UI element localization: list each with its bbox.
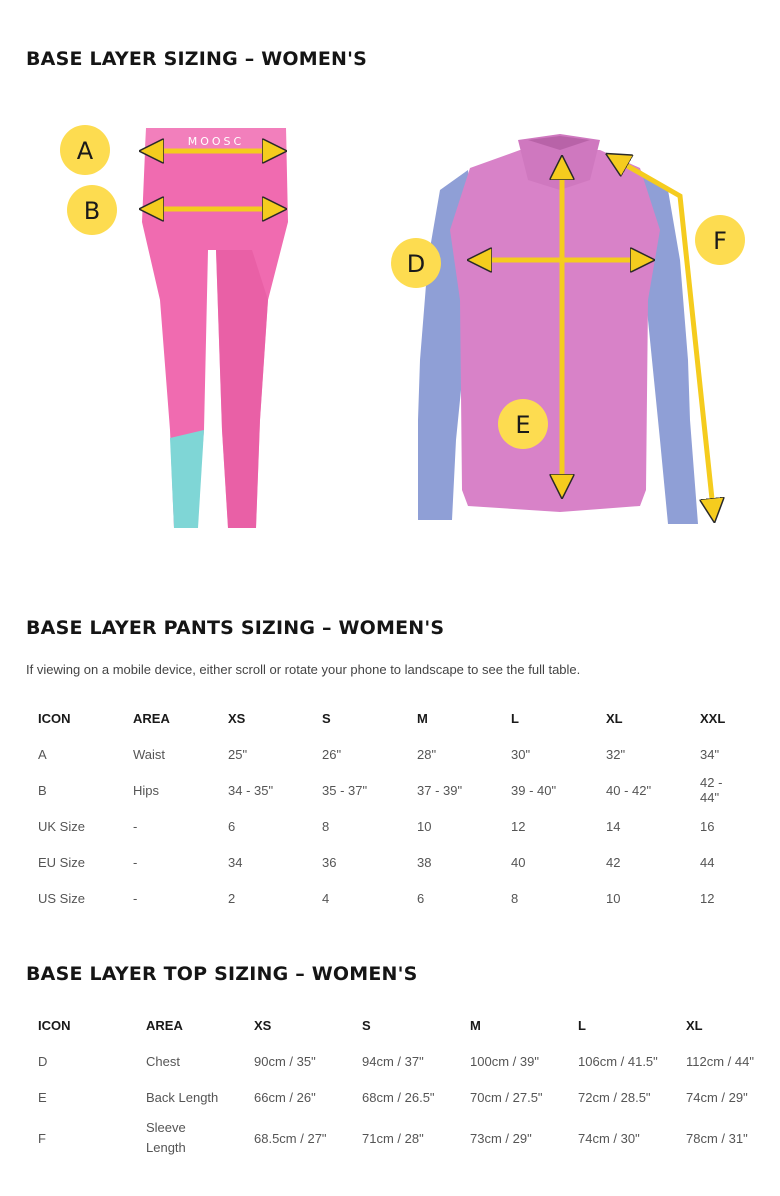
mobile-note: If viewing on a mobile device, either scroll or rotate your phone to landscape to see the full table. — [26, 662, 581, 677]
header-cell: XL — [606, 710, 623, 726]
marker-f-label: F — [713, 227, 727, 255]
header-cell: S — [362, 1017, 371, 1033]
table-cell: 38 — [417, 854, 432, 870]
marker-e-label: E — [515, 411, 531, 439]
header-cell: XL — [686, 1017, 703, 1033]
table-cell: Waist — [133, 746, 166, 762]
table-cell: 34 — [228, 854, 243, 870]
table-cell: 34" — [700, 746, 720, 762]
table-cell: 12 — [511, 818, 526, 834]
page-title: BASE LAYER SIZING – WOMEN'S — [26, 48, 368, 70]
top-size-table — [38, 1007, 760, 1161]
header-cell: S — [322, 710, 331, 726]
table-cell: 37 - 39" — [417, 782, 463, 798]
table-cell: 32" — [606, 746, 626, 762]
table-cell: 10 — [606, 890, 621, 906]
header-cell: AREA — [133, 710, 170, 726]
table-cell: 74cm / 30" — [578, 1130, 640, 1146]
table-cell: - — [133, 818, 138, 834]
table-cell: Back Length — [146, 1089, 219, 1105]
table-cell: 106cm / 41.5" — [578, 1053, 658, 1069]
top-section-title: BASE LAYER TOP SIZING – WOMEN'S — [26, 963, 418, 985]
table-cell: 74cm / 29" — [686, 1089, 748, 1105]
table-cell: 2 — [228, 890, 236, 906]
table-cell: 70cm / 27.5" — [470, 1089, 543, 1105]
table-cell: 16 — [700, 818, 715, 834]
table-cell: 66cm / 26" — [254, 1089, 316, 1105]
table-cell: 36 — [322, 854, 337, 870]
legging-right-shade — [216, 250, 268, 528]
table-header-row — [38, 1007, 760, 1043]
pants-section-title: BASE LAYER PANTS SIZING – WOMEN'S — [26, 617, 445, 639]
table-row — [38, 1043, 760, 1079]
table-cell: 34 - 35" — [228, 782, 274, 798]
table-cell: F — [38, 1130, 46, 1146]
table-cell: 40 - 42" — [606, 782, 652, 798]
table-cell: 40 — [511, 854, 526, 870]
table-cell: 68.5cm / 27" — [254, 1130, 327, 1146]
table-cell: 42 - 44" — [700, 775, 723, 805]
table-cell: 6 — [228, 818, 236, 834]
marker-b-label: B — [83, 197, 101, 225]
table-cell: 42 — [606, 854, 621, 870]
legging-brand: MOOSC — [187, 135, 245, 148]
table-cell: E — [38, 1089, 47, 1105]
table-cell: 28" — [417, 746, 437, 762]
table-cell: 14 — [606, 818, 621, 834]
table-cell: 25" — [228, 746, 248, 762]
table-cell: - — [133, 854, 138, 870]
header-cell: XXL — [700, 710, 726, 726]
table-cell: - — [133, 890, 138, 906]
table-cell: UK Size — [38, 818, 85, 834]
pants-size-table — [38, 700, 738, 916]
header-cell: ICON — [38, 710, 71, 726]
marker-a-label: A — [76, 137, 94, 165]
header-cell: ICON — [38, 1017, 71, 1033]
table-row — [38, 736, 738, 772]
table-cell: D — [38, 1053, 48, 1069]
table-cell: 30" — [511, 746, 531, 762]
table-cell: 4 — [322, 890, 330, 906]
header-cell: L — [578, 1017, 586, 1033]
table-cell: 44 — [700, 854, 715, 870]
top-illustration — [418, 134, 714, 524]
table-row — [38, 844, 738, 880]
table-cell: US Size — [38, 890, 85, 906]
table-cell: 78cm / 31" — [686, 1130, 748, 1146]
table-cell: 94cm / 37" — [362, 1053, 424, 1069]
table-cell: Sleeve Length — [146, 1120, 186, 1155]
table-cell: Hips — [133, 782, 160, 798]
marker-d-label: D — [406, 250, 426, 278]
table-row — [38, 772, 738, 808]
table-row — [38, 880, 738, 916]
table-cell: 6 — [417, 890, 425, 906]
table-cell: 72cm / 28.5" — [578, 1089, 651, 1105]
table-row — [38, 808, 738, 844]
table-cell: 10 — [417, 818, 432, 834]
table-cell: 100cm / 39" — [470, 1053, 539, 1069]
header-cell: M — [470, 1017, 481, 1033]
table-cell: 73cm / 29" — [470, 1130, 532, 1146]
sizing-illustration — [0, 90, 780, 550]
header-cell: XS — [254, 1017, 272, 1033]
table-cell: 8 — [511, 890, 519, 906]
table-cell: Chest — [146, 1053, 180, 1069]
table-cell: 39 - 40" — [511, 782, 557, 798]
table-cell: 35 - 37" — [322, 782, 368, 798]
table-cell: 112cm / 44" — [686, 1053, 754, 1069]
leggings-illustration — [142, 128, 288, 528]
top-body — [450, 150, 660, 512]
header-cell: AREA — [146, 1017, 183, 1033]
table-cell: 68cm / 26.5" — [362, 1089, 435, 1105]
table-cell: 26" — [322, 746, 342, 762]
table-cell: A — [38, 746, 47, 762]
table-header-row — [38, 700, 738, 736]
header-cell: M — [417, 710, 428, 726]
table-cell: 71cm / 28" — [362, 1130, 424, 1146]
table-cell: 90cm / 35" — [254, 1053, 316, 1069]
legging-cuff — [170, 430, 204, 528]
header-cell: XS — [228, 710, 246, 726]
header-cell: L — [511, 710, 519, 726]
table-cell: 8 — [322, 818, 330, 834]
table-cell: B — [38, 782, 47, 798]
table-cell: EU Size — [38, 854, 85, 870]
table-cell: 12 — [700, 890, 715, 906]
table-row — [38, 1115, 760, 1161]
table-row — [38, 1079, 760, 1115]
